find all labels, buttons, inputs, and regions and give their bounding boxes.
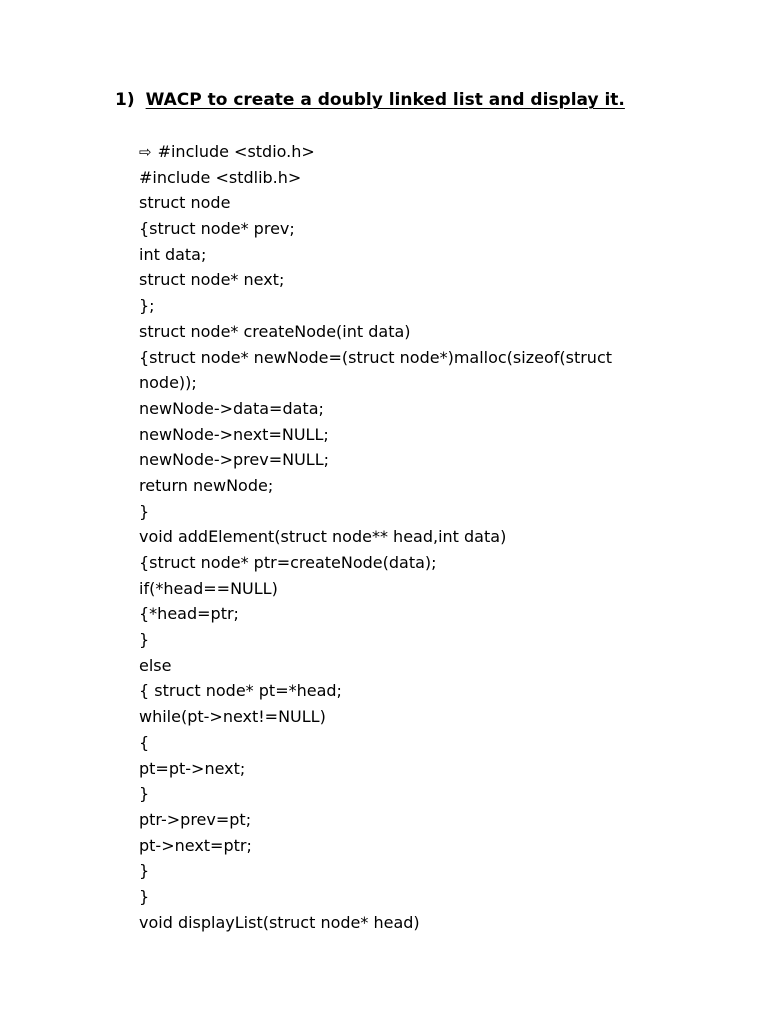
code-line: int data; [139, 244, 207, 264]
code-line: {struct node* ptr=createNode(data); [139, 553, 437, 572]
code-line: void displayList(struct node* head) [139, 912, 420, 932]
code-line: #include <stdlib.h> [139, 167, 302, 187]
code-line: else [139, 655, 172, 675]
code-line: {struct node* newNode=(struct node*)malloc(sizeof(struct [139, 347, 613, 367]
code-line-text: #include <stdio.h> [157, 142, 315, 161]
code-line: newNode->data=data; [139, 398, 324, 418]
question-number: 1) [115, 90, 135, 110]
code-line: {*head=ptr; [139, 604, 239, 624]
code-line: { struct node* pt=*head; [139, 681, 342, 701]
code-line: node)); [139, 373, 197, 393]
code-line: struct node* next; [139, 270, 285, 290]
code-line: struct node* createNode(int data) [139, 321, 411, 341]
code-line: {struct node* prev; [139, 219, 295, 239]
code-line: newNode->prev=NULL; [139, 450, 330, 470]
code-line: } [139, 784, 150, 804]
code-line: while(pt->next!=NULL) [139, 707, 326, 727]
code-line: ptr->prev=pt; [139, 809, 252, 829]
code-line-first [139, 139, 739, 165]
code-line: return newNode; [139, 475, 274, 495]
right-arrow-icon: ⇨ [139, 143, 152, 161]
code-line: if(*head==NULL) [139, 578, 278, 598]
code-lines [139, 165, 739, 936]
code-line: newNode->next=NULL; [139, 424, 329, 444]
code-line: void addElement(struct node** head,int data) [139, 527, 507, 547]
question-heading [115, 88, 625, 112]
code-block [139, 139, 739, 935]
code-line: struct node [139, 193, 231, 213]
code-line: } [139, 886, 150, 906]
code-line: } [139, 861, 150, 881]
code-line: { [139, 732, 150, 752]
code-line: } [139, 630, 150, 650]
code-line: }; [139, 296, 155, 316]
code-line: pt=pt->next; [139, 758, 246, 778]
code-line: } [139, 501, 150, 521]
question-title: WACP to create a doubly linked list and display it. [145, 90, 625, 110]
code-line: pt->next=ptr; [139, 835, 252, 855]
